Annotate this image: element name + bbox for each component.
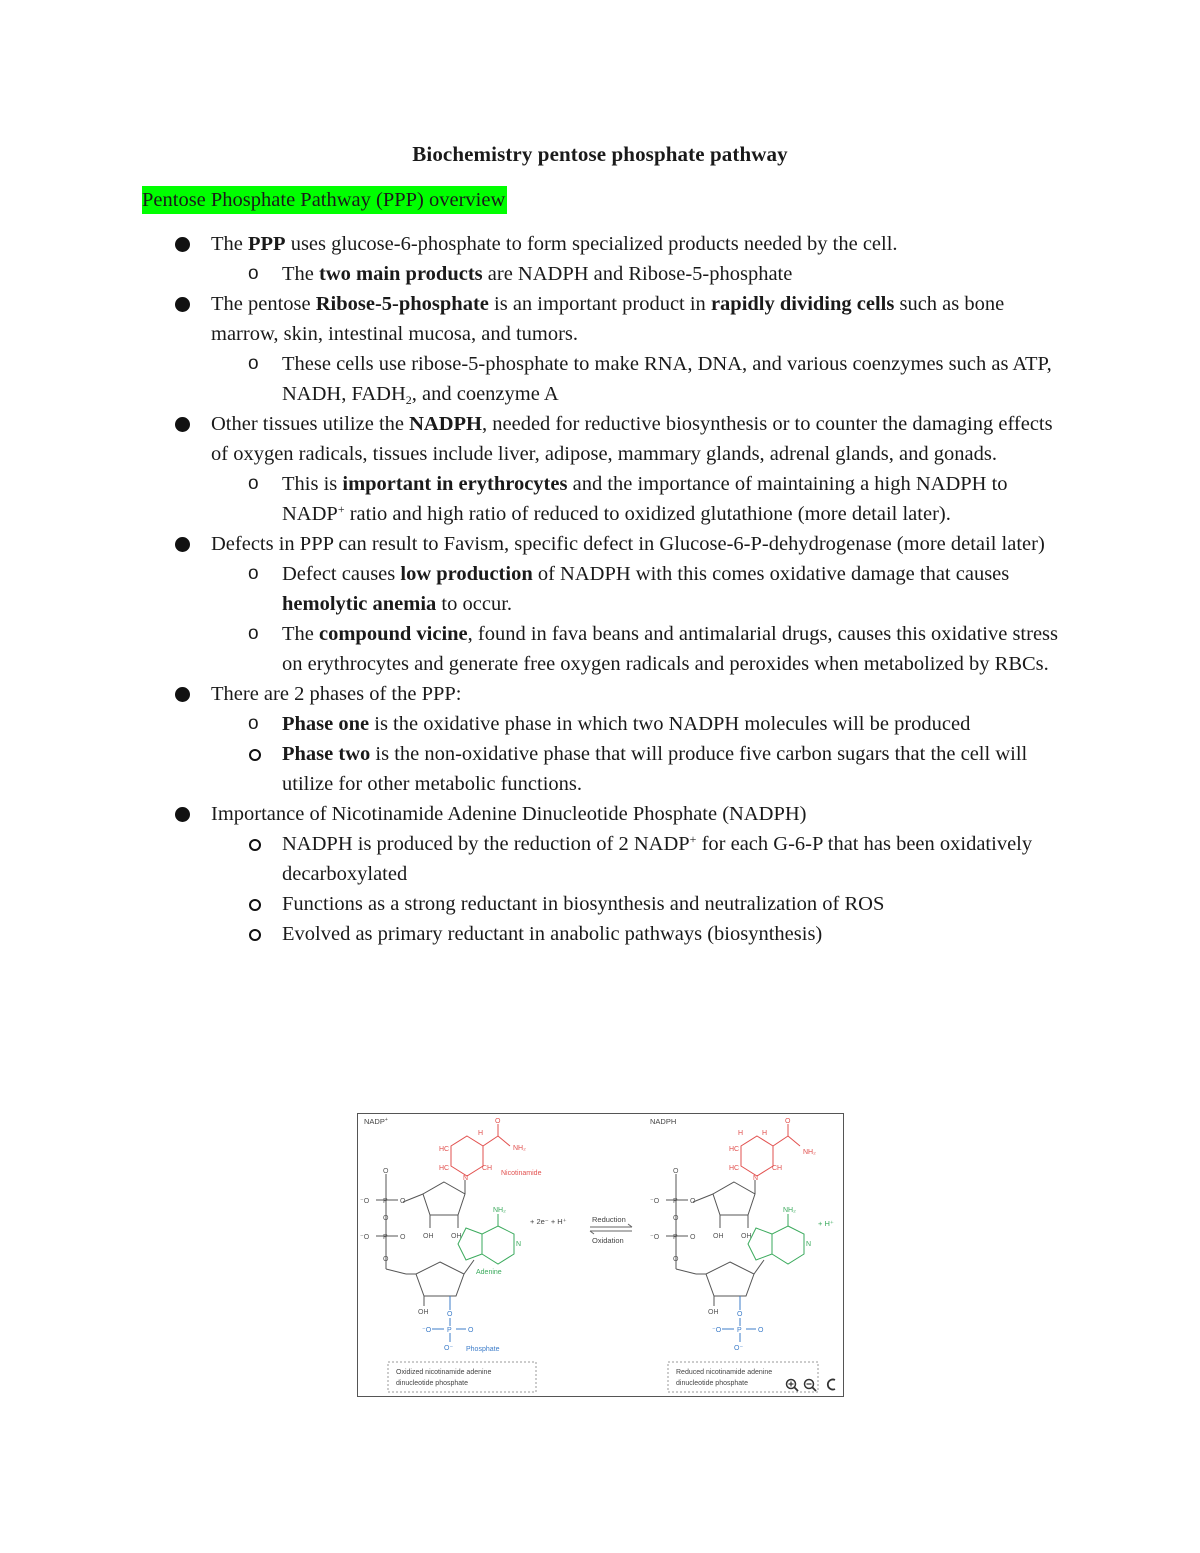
list-item: o Defect causes low production of NADPH with this comes oxidative damage that causes hemolytic anemia to occur. bbox=[0, 559, 1062, 619]
zoom-out-icon[interactable] bbox=[805, 1380, 817, 1392]
oxidation-label: Oxidation bbox=[592, 1236, 624, 1245]
bullet-icon bbox=[175, 687, 190, 702]
left-lower-ribose bbox=[406, 1260, 474, 1306]
right-upper-ribose bbox=[666, 1174, 755, 1274]
right-amide-oxygen: O bbox=[785, 1118, 791, 1125]
right-oh-2: OH bbox=[741, 1233, 752, 1240]
right-2-phosphate bbox=[722, 1296, 756, 1342]
list-item: o The compound vicine, found in fava beans and antimalarial drugs, causes this oxidative stress on erythrocytes and generate free oxygen radicals and peroxides when metabolized by RBCs. bbox=[0, 619, 1062, 679]
left-oh-2: OH bbox=[451, 1233, 462, 1240]
sub-bullet-icon: o bbox=[248, 353, 259, 374]
right-caption-line-2: dinucleotide phosphate bbox=[676, 1380, 749, 1387]
list-item: Phase two is the non-oxidative phase that will produce five carbon sugars that the cell will utilize for other metabolic functions. bbox=[0, 739, 1062, 799]
sub-bullet-icon: o bbox=[248, 473, 259, 494]
right-phosphorus-2: P bbox=[673, 1234, 678, 1241]
right-hc-1: HC bbox=[729, 1146, 740, 1153]
list-item: Evolved as primary reductant in anabolic pathways (biosynthesis) bbox=[0, 919, 1062, 949]
left-molecule-title: NADP+ bbox=[364, 1117, 388, 1126]
right-phosphate-ominus1: ⁻O bbox=[650, 1198, 660, 1205]
right-hc-2: HC bbox=[729, 1165, 740, 1172]
list-item: o These cells use ribose-5-phosphate to make RNA, DNA, and various coenzymes such as ATP, NADH, $FADH_2$, and coenzyme A bbox=[0, 349, 1062, 409]
left-phosphate-o3: O bbox=[383, 1215, 389, 1222]
bullet-icon bbox=[175, 537, 190, 552]
left-phosphate-o2: O bbox=[400, 1198, 406, 1205]
left-adenine-n1: N bbox=[516, 1241, 522, 1248]
left-phosphate-o1: O bbox=[383, 1168, 389, 1175]
right-lower-ribose bbox=[696, 1260, 764, 1306]
right-phosphate-o4: O bbox=[690, 1234, 696, 1241]
right-phosphorus-1: P bbox=[673, 1198, 678, 1205]
left-phosphate-label: Phosphate bbox=[466, 1346, 500, 1353]
right-phosphate-o3: O bbox=[673, 1215, 679, 1222]
sub-bullet-icon: o bbox=[248, 263, 259, 284]
right-2p-ominus: ⁻O bbox=[712, 1327, 722, 1334]
right-molecule-title: NADPH bbox=[650, 1117, 677, 1126]
right-nicotinamide bbox=[741, 1124, 800, 1176]
right-2p-o-double: O bbox=[758, 1327, 764, 1334]
right-oh-3: OH bbox=[708, 1309, 719, 1316]
left-phosphate-o5: O bbox=[383, 1256, 389, 1263]
left-hc-1: HC bbox=[439, 1146, 450, 1153]
list-item: The pentose Ribose-5-phosphate is an important product in rapidly dividing cells such as bone marrow, skin, intestinal mucosa, and tumors. bbox=[0, 289, 1071, 349]
left-adenine-label: Adenine bbox=[476, 1269, 502, 1276]
right-adenine-n1: N bbox=[806, 1241, 812, 1248]
left-oh-3: OH bbox=[418, 1309, 429, 1316]
list-item: Importance of Nicotinamide Adenine Dinucleotide Phosphate (NADPH) bbox=[0, 799, 1071, 829]
right-2p-o: O bbox=[737, 1311, 743, 1318]
right-h-1: H bbox=[738, 1130, 744, 1137]
left-nicotinamide-label: Nicotinamide bbox=[501, 1170, 542, 1177]
left-2p-o: O bbox=[447, 1311, 453, 1318]
sub-bullet-icon: o bbox=[248, 623, 259, 644]
right-ring-nitrogen: N bbox=[753, 1175, 759, 1182]
nadp-structure-diagram bbox=[358, 1114, 843, 1396]
list-item: Functions as a strong reductant in biosynthesis and neutralization of ROS bbox=[0, 889, 1062, 919]
left-upper-ribose bbox=[376, 1174, 465, 1274]
left-ring-nitrogen: N bbox=[463, 1175, 469, 1182]
left-adenine bbox=[458, 1214, 514, 1264]
left-oh-1: OH bbox=[423, 1233, 434, 1240]
zoom-in-icon[interactable] bbox=[787, 1380, 799, 1392]
left-2p-o-double: O bbox=[468, 1327, 474, 1334]
left-phosphate-ominus2: ⁻O bbox=[360, 1234, 370, 1241]
right-phosphate-o2: O bbox=[690, 1198, 696, 1205]
sub-bullet-icon: o bbox=[248, 713, 259, 734]
bullet-icon bbox=[175, 807, 190, 822]
bullet-list bbox=[0, 229, 1200, 949]
page-title: Biochemistry pentose phosphate pathway bbox=[412, 142, 788, 166]
right-oh-1: OH bbox=[713, 1233, 724, 1240]
right-ch: CH bbox=[772, 1165, 783, 1172]
right-amide-nh2: NH₂ bbox=[803, 1149, 816, 1156]
left-2p-ominus2: O⁻ bbox=[444, 1345, 454, 1352]
left-caption-line-2: dinucleotide phosphate bbox=[396, 1380, 469, 1387]
reduction-label: Reduction bbox=[592, 1215, 626, 1224]
list-item: NADPH is produced by the reduction of 2 NADP+ for each G-6-P that has been oxidatively decarboxylated bbox=[0, 829, 1062, 889]
left-2p-ominus: ⁻O bbox=[422, 1327, 432, 1334]
right-phosphate-o5: O bbox=[673, 1256, 679, 1263]
left-2p-phosphorus: P bbox=[447, 1327, 452, 1334]
right-caption-line-1: Reduced nicotinamide adenine bbox=[676, 1369, 773, 1376]
sub-bullet-ring-icon bbox=[249, 839, 261, 851]
right-adenine bbox=[748, 1214, 804, 1264]
sub-bullet-icon: o bbox=[248, 563, 259, 584]
list-item: o The two main products are NADPH and Ribose-5-phosphate bbox=[0, 259, 1062, 289]
left-ch: CH bbox=[482, 1165, 493, 1172]
nadp-nadph-figure bbox=[357, 1113, 844, 1397]
right-adenine-nh2: NH₂ bbox=[783, 1207, 796, 1214]
refresh-icon[interactable] bbox=[828, 1380, 835, 1390]
left-phosphate-ominus1: ⁻O bbox=[360, 1198, 370, 1205]
left-phosphorus-1: P bbox=[383, 1198, 388, 1205]
left-amide-nh2: NH₂ bbox=[513, 1145, 526, 1152]
left-hc-2: HC bbox=[439, 1165, 450, 1172]
sub-bullet-ring-icon bbox=[249, 749, 261, 761]
left-caption-box bbox=[388, 1362, 536, 1392]
right-h-2: H bbox=[762, 1130, 768, 1137]
list-item: o This is important in erythrocytes and the importance of maintaining a high NADPH to NADP+ ratio and high ratio of reduced to oxidized glutathione (more detail later). bbox=[0, 469, 1062, 529]
list-item: Other tissues utilize the NADPH, needed for reductive biosynthesis or to counter the damaging effects of oxygen radicals, tissues include liver, adipose, mammary glands, adrenal glands, and gonads. bbox=[0, 409, 1071, 469]
list-item: o Phase one is the oxidative phase in which two NADPH molecules will be produced bbox=[0, 709, 1062, 739]
list-item: There are 2 phases of the PPP: bbox=[0, 679, 1071, 709]
list-item: Defects in PPP can result to Favism, specific defect in Glucose-6-P-dehydrogenase (more detail later) bbox=[0, 529, 1071, 559]
sub-bullet-ring-icon bbox=[249, 899, 261, 911]
bullet-icon bbox=[175, 417, 190, 432]
sub-bullet-ring-icon bbox=[249, 929, 261, 941]
right-equation: + H⁺ bbox=[818, 1219, 834, 1228]
left-adenine-nh2: NH₂ bbox=[493, 1207, 506, 1214]
left-amide-oxygen: O bbox=[495, 1118, 501, 1125]
bullet-icon bbox=[175, 297, 190, 312]
left-caption-line-1: Oxidized nicotinamide adenine bbox=[396, 1369, 492, 1376]
section-heading: Pentose Phosphate Pathway (PPP) overview bbox=[142, 186, 507, 214]
left-h: H bbox=[478, 1130, 484, 1137]
right-2p-phosphorus: P bbox=[737, 1327, 742, 1334]
right-2p-ominus2: O⁻ bbox=[734, 1345, 744, 1352]
left-equation: + 2e⁻ + H⁺ bbox=[530, 1217, 567, 1226]
left-phosphate-o4: O bbox=[400, 1234, 406, 1241]
bullet-icon bbox=[175, 237, 190, 252]
right-phosphate-o1: O bbox=[673, 1168, 679, 1175]
right-phosphate-ominus2: ⁻O bbox=[650, 1234, 660, 1241]
left-phosphorus-2: P bbox=[383, 1234, 388, 1241]
left-2-phosphate bbox=[432, 1296, 466, 1342]
list-item: The PPP uses glucose-6-phosphate to form specialized products needed by the cell. bbox=[0, 229, 1071, 259]
